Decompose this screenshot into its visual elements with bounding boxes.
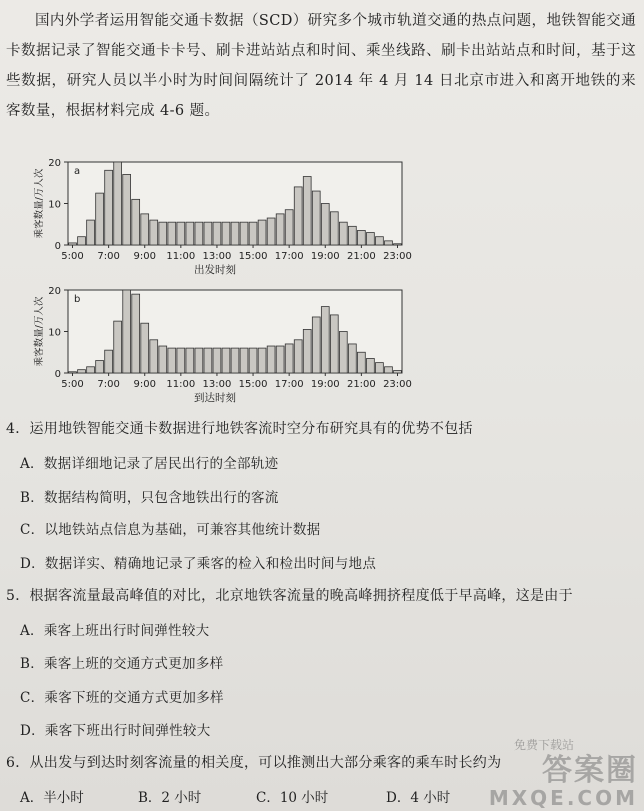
bar-12:30	[204, 222, 212, 245]
bar-5:00	[69, 243, 77, 245]
bar-17:00	[285, 210, 293, 245]
question-4-option-c[interactable]: C．以地铁站点信息为基础，可兼容其他统计数据	[20, 522, 321, 538]
x-tick-label: 13:00	[202, 251, 232, 262]
bar-5:30	[78, 237, 86, 245]
bar-15:00	[249, 348, 257, 373]
bar-7:30	[114, 162, 122, 245]
bar-18:00	[303, 177, 311, 245]
x-tick-label: 17:00	[274, 379, 304, 390]
bar-14:30	[240, 348, 248, 373]
watermark	[489, 755, 638, 809]
bar-19:00	[321, 204, 329, 246]
question-6-option-b[interactable]: B．2 小时	[138, 790, 202, 806]
question-4-option-b[interactable]: B．数据结构简明，只包含地铁出行的客流	[20, 490, 279, 506]
bar-8:30	[132, 199, 140, 245]
bar-19:30	[330, 315, 338, 373]
bar-14:00	[231, 222, 239, 245]
bar-11:30	[186, 348, 194, 373]
question-4-option-d[interactable]: D．数据详实、精确地记录了乘客的检入和检出时间与地点	[20, 556, 377, 572]
x-tick-label: 15:00	[238, 379, 268, 390]
bar-6:00	[87, 220, 95, 245]
bar-6:00	[87, 367, 95, 373]
x-tick-label: 19:00	[310, 251, 340, 262]
bar-22:30	[385, 241, 393, 245]
bar-13:00	[213, 222, 221, 245]
bar-10:00	[159, 346, 167, 373]
bar-12:30	[204, 348, 212, 373]
bar-9:30	[150, 340, 158, 373]
bar-8:00	[123, 174, 131, 245]
bar-10:30	[168, 222, 176, 245]
bar-18:30	[312, 191, 320, 245]
bar-12:00	[195, 222, 203, 245]
bar-9:00	[141, 323, 149, 373]
bar-22:00	[376, 363, 384, 373]
x-tick-label: 21:00	[346, 251, 376, 262]
y-axis-label: 乘客数量/万人次	[34, 296, 45, 367]
x-axis-label: 出发时刻	[194, 264, 236, 276]
bar-18:00	[303, 329, 311, 373]
question-6-option-a[interactable]: A．半小时	[20, 790, 84, 806]
x-axis-label: 到达时刻	[194, 392, 236, 404]
question-4-stem: 4．运用地铁智能交通卡数据进行地铁客流时空分布研究具有的优势不包括	[6, 421, 473, 437]
x-tick-label: 19:00	[310, 379, 340, 390]
bar-14:30	[240, 222, 248, 245]
x-tick-label: 17:00	[274, 251, 304, 262]
x-tick-label: 11:00	[166, 251, 196, 262]
bar-5:00	[69, 372, 77, 373]
bar-5:30	[78, 370, 86, 373]
bar-7:30	[114, 321, 122, 373]
bar-14:00	[231, 348, 239, 373]
bar-18:30	[312, 317, 320, 373]
bar-7:00	[105, 170, 113, 245]
bar-23:00	[394, 244, 402, 245]
bar-10:30	[168, 348, 176, 373]
chart-a-svg	[20, 152, 420, 280]
x-tick-label: 5:00	[61, 379, 84, 390]
bar-11:00	[177, 348, 185, 373]
bar-20:30	[348, 344, 356, 373]
bar-9:30	[150, 220, 158, 245]
bar-20:00	[339, 222, 347, 245]
y-tick-label: 20	[48, 286, 61, 297]
chart-a	[20, 152, 420, 284]
bar-21:30	[366, 358, 374, 373]
bar-6:30	[96, 361, 104, 373]
y-tick-label: 0	[54, 241, 61, 252]
question-5-option-a[interactable]: A．乘客上班出行时间弹性较大	[20, 623, 210, 639]
bar-15:30	[258, 348, 266, 373]
question-4-option-a[interactable]: A．数据详细地记录了居民出行的全部轨迹	[20, 456, 279, 472]
x-tick-label: 5:00	[61, 251, 84, 262]
watermark-logo: 答案圈	[542, 753, 638, 788]
x-tick-label: 9:00	[133, 251, 156, 262]
bar-6:30	[96, 193, 104, 245]
bar-21:30	[366, 233, 374, 245]
x-tick-label: 9:00	[133, 379, 156, 390]
bar-7:00	[105, 350, 113, 373]
bar-12:00	[195, 348, 203, 373]
watermark-caption: 免费下载站	[513, 738, 574, 752]
bar-20:30	[348, 226, 356, 245]
chart-b	[20, 280, 420, 414]
bar-15:00	[249, 222, 257, 245]
bar-9:00	[141, 214, 149, 245]
bar-15:30	[258, 220, 266, 245]
bar-16:00	[267, 218, 275, 245]
x-tick-label: 21:00	[346, 379, 376, 390]
question-5-stem: 5．根据客流量最高峰值的对比，北京地铁客流量的晚高峰拥挤程度低于早高峰，这是由于	[6, 588, 573, 604]
y-tick-label: 10	[48, 199, 61, 211]
bar-13:30	[222, 222, 230, 245]
x-tick-label: 7:00	[97, 379, 120, 390]
question-5-option-b[interactable]: B．乘客上班的交通方式更加多样	[20, 656, 224, 672]
x-tick-label: 23:00	[383, 251, 412, 262]
x-tick-label: 11:00	[166, 379, 196, 390]
bar-21:00	[357, 352, 365, 373]
bar-8:30	[132, 294, 140, 373]
bar-19:30	[330, 212, 338, 245]
bar-23:00	[394, 371, 402, 373]
question-6-option-c[interactable]: C．10 小时	[256, 790, 329, 806]
bar-20:00	[339, 332, 347, 374]
bar-11:00	[177, 222, 185, 245]
x-tick-label: 23:00	[383, 379, 412, 390]
question-5-option-c[interactable]: C．乘客下班的交通方式更加多样	[20, 690, 224, 706]
bar-22:30	[385, 367, 393, 373]
bar-19:00	[321, 307, 329, 373]
x-tick-label: 13:00	[202, 379, 232, 390]
bar-16:30	[276, 214, 284, 245]
bar-17:30	[294, 340, 302, 373]
bar-13:00	[213, 348, 221, 373]
panel-label: b	[74, 294, 81, 305]
bar-11:30	[186, 222, 194, 245]
bar-17:30	[294, 187, 302, 245]
question-6-stem: 6．从出发与到达时刻客流量的相关度，可以推测出大部分乘客的乘车时长约为	[6, 755, 502, 771]
watermark-url: MXQE.COM	[488, 786, 638, 810]
bar-13:30	[222, 348, 230, 373]
bar-22:00	[376, 237, 384, 245]
question-5-option-d[interactable]: D．乘客下班出行时间弹性较大	[20, 723, 211, 739]
bar-8:00	[123, 290, 131, 373]
y-tick-label: 0	[54, 369, 61, 380]
bar-16:30	[276, 346, 284, 373]
bar-16:00	[267, 346, 275, 373]
bar-10:00	[159, 222, 167, 245]
chart-b-svg	[20, 280, 420, 410]
question-6-option-d[interactable]: D．4 小时	[386, 790, 451, 806]
panel-label: a	[74, 166, 81, 177]
bar-17:00	[285, 344, 293, 373]
x-tick-label: 15:00	[238, 251, 268, 262]
intro-paragraph: 国内外学者运用智能交通卡数据（SCD）研究多个城市轨道交通的热点问题，地铁智能交通卡数据记录了智能交通卡卡号、刷卡进站站点和时间、乘坐线路、刷卡出站站点和时间，基于这些数据，研究人员以半小时为时间间隔统计了 2014 年 4 月 14 日北京市进入和离开地铁的来客数量，根据材料完成 4-6 题。	[6, 13, 636, 119]
y-tick-label: 10	[48, 327, 61, 339]
bar-21:00	[357, 230, 365, 245]
y-axis-label: 乘客数量/万人次	[34, 168, 45, 239]
x-tick-label: 7:00	[97, 251, 120, 262]
y-tick-label: 20	[48, 158, 61, 169]
